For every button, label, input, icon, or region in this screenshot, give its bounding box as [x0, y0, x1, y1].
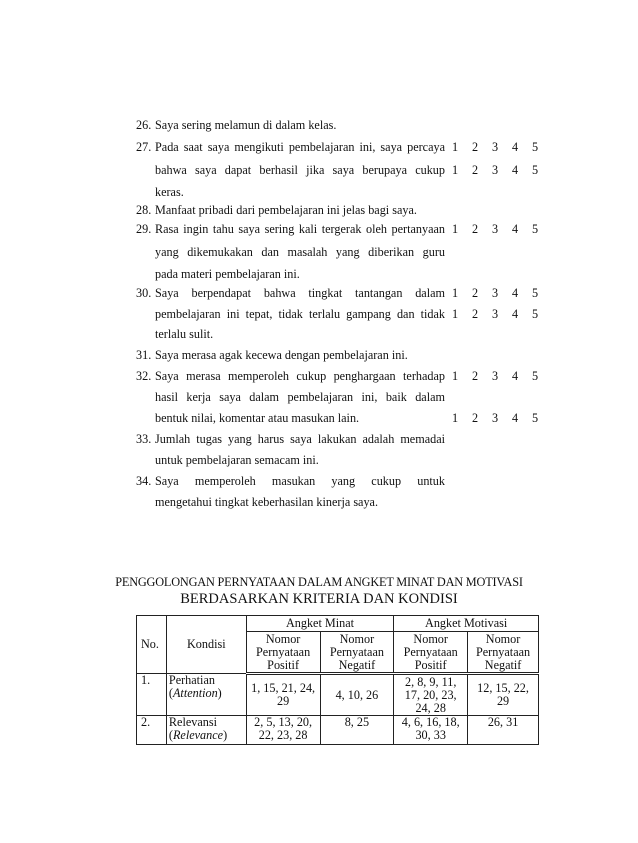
classification-table	[136, 615, 539, 745]
cell-kondisi: Perhatian (Attention)	[166, 674, 246, 716]
question-text: Pada saat saya mengikuti pembelajaran ini, saya percaya	[155, 140, 445, 154]
question-number: 27.	[136, 140, 152, 154]
rating-scale	[450, 139, 540, 155]
table-row	[137, 674, 539, 716]
table-row	[137, 716, 539, 745]
question-text: Rasa ingin tahu saya sering kali tergerak oleh pertanyaan	[155, 222, 445, 236]
question-text: Saya merasa memperoleh cukup penghargaan terhadap	[155, 369, 445, 383]
section-subheading: BERDASARKAN KRITERIA DAN KONDISI	[180, 591, 458, 607]
question-text: Saya berpendapat bahwa tingkat tantangan dalam	[155, 286, 445, 300]
rating-option: 1	[451, 369, 459, 383]
rating-option: 3	[491, 222, 499, 236]
rating-option: 5	[531, 286, 539, 300]
cell-motivasi-negatif: 26, 31	[468, 716, 539, 745]
question-text: Saya memperoleh masukan yang cukup untuk	[155, 474, 445, 488]
rating-scale	[450, 162, 540, 178]
rating-option: 4	[511, 140, 519, 154]
header-motivasi-negatif: Nomor Pernyataan Negatif	[468, 632, 539, 674]
question-number: 33.	[136, 432, 152, 446]
rating-option: 2	[471, 140, 479, 154]
question-text: terlalu sulit.	[155, 327, 214, 341]
question-text: bentuk nilai, komentar atau masukan lain.	[155, 411, 360, 425]
question-number: 28.	[136, 203, 152, 217]
header-minat-positif: Nomor Pernyataan Positif	[246, 632, 320, 674]
rating-option: 1	[451, 140, 459, 154]
rating-option: 1	[451, 411, 459, 425]
cell-motivasi-negatif: 12, 15, 22, 29	[468, 674, 539, 716]
header-no: No.	[137, 616, 167, 674]
rating-scale	[450, 306, 540, 322]
rating-option: 2	[471, 222, 479, 236]
rating-scale	[450, 368, 540, 384]
cell-minat-negatif: 4, 10, 26	[320, 674, 394, 716]
rating-option: 2	[471, 286, 479, 300]
rating-option: 3	[491, 369, 499, 383]
question-text: Saya sering melamun di dalam kelas.	[155, 118, 337, 132]
cell-no: 1.	[137, 674, 167, 716]
rating-option: 5	[531, 307, 539, 321]
rating-option: 3	[491, 307, 499, 321]
question-number: 29.	[136, 222, 152, 236]
header-kondisi: Kondisi	[166, 616, 246, 674]
rating-option: 3	[491, 140, 499, 154]
question-text: untuk pembelajaran semacam ini.	[155, 453, 319, 467]
question-text: Jumlah tugas yang harus saya lakukan adalah memadai	[155, 432, 445, 446]
rating-option: 2	[471, 307, 479, 321]
rating-option: 4	[511, 307, 519, 321]
cell-kondisi: Relevansi (Relevance)	[166, 716, 246, 745]
question-text: pada materi pembelajaran ini.	[155, 267, 300, 281]
cell-motivasi-positif: 2, 8, 9, 11, 17, 20, 23, 24, 28	[394, 674, 468, 716]
rating-scale	[450, 410, 540, 426]
question-text: bahwa saya dapat berhasil jika saya berupaya cukup	[155, 163, 445, 177]
rating-scale	[450, 285, 540, 301]
header-minat-negatif: Nomor Pernyataan Negatif	[320, 632, 394, 674]
kondisi-label: Relevansi	[168, 715, 217, 729]
section-heading: PENGGOLONGAN PERNYATAAN DALAM ANGKET MINAT DAN MOTIVASI	[115, 575, 523, 589]
question-text: pembelajaran ini tepat, tidak terlalu gampang dan tidak	[155, 307, 445, 321]
rating-option: 1	[451, 286, 459, 300]
cell-minat-negatif: 8, 25	[320, 716, 394, 745]
rating-option: 5	[531, 163, 539, 177]
rating-option: 3	[491, 163, 499, 177]
cell-motivasi-positif: 4, 6, 16, 18, 30, 33	[394, 716, 468, 745]
header-angket-motivasi: Angket Motivasi	[394, 616, 539, 632]
rating-option: 1	[451, 222, 459, 236]
rating-option: 5	[531, 222, 539, 236]
question-text: keras.	[155, 185, 184, 199]
question-number: 34.	[136, 474, 152, 488]
header-angket-minat: Angket Minat	[246, 616, 394, 632]
question-number: 26.	[136, 118, 152, 132]
kondisi-english: Relevance	[172, 728, 224, 742]
header-motivasi-positif: Nomor Pernyataan Positif	[394, 632, 468, 674]
rating-option: 4	[511, 286, 519, 300]
question-text: Saya merasa agak kecewa dengan pembelajaran ini.	[155, 348, 408, 362]
kondisi-english: Attention	[172, 686, 218, 700]
rating-option: 2	[471, 369, 479, 383]
question-text: hasil kerja saya dalam pembelajaran ini, baik dalam	[155, 390, 445, 404]
rating-option: 3	[491, 411, 499, 425]
rating-option: 5	[531, 411, 539, 425]
question-number: 30.	[136, 286, 152, 300]
rating-scale	[450, 221, 540, 237]
question-text: yang dikemukakan dan masalah yang diberikan guru	[155, 245, 445, 259]
cell-minat-positif: 1, 15, 21, 24, 29	[246, 674, 320, 716]
rating-option: 4	[511, 163, 519, 177]
rating-option: 2	[471, 163, 479, 177]
cell-minat-positif: 2, 5, 13, 20, 22, 23, 28	[246, 716, 320, 745]
rating-option: 1	[451, 163, 459, 177]
rating-option: 4	[511, 222, 519, 236]
rating-option: 5	[531, 369, 539, 383]
rating-option: 4	[511, 369, 519, 383]
rating-option: 5	[531, 140, 539, 154]
kondisi-label: Perhatian	[168, 673, 215, 687]
rating-option: 2	[471, 411, 479, 425]
cell-no: 2.	[137, 716, 167, 745]
question-text: mengetahui tingkat keberhasilan kinerja saya.	[155, 495, 379, 509]
rating-option: 3	[491, 286, 499, 300]
rating-option: 4	[511, 411, 519, 425]
question-text: Manfaat pribadi dari pembelajaran ini jelas bagi saya.	[155, 203, 417, 217]
rating-option: 1	[451, 307, 459, 321]
question-number: 31.	[136, 348, 152, 362]
question-number: 32.	[136, 369, 152, 383]
